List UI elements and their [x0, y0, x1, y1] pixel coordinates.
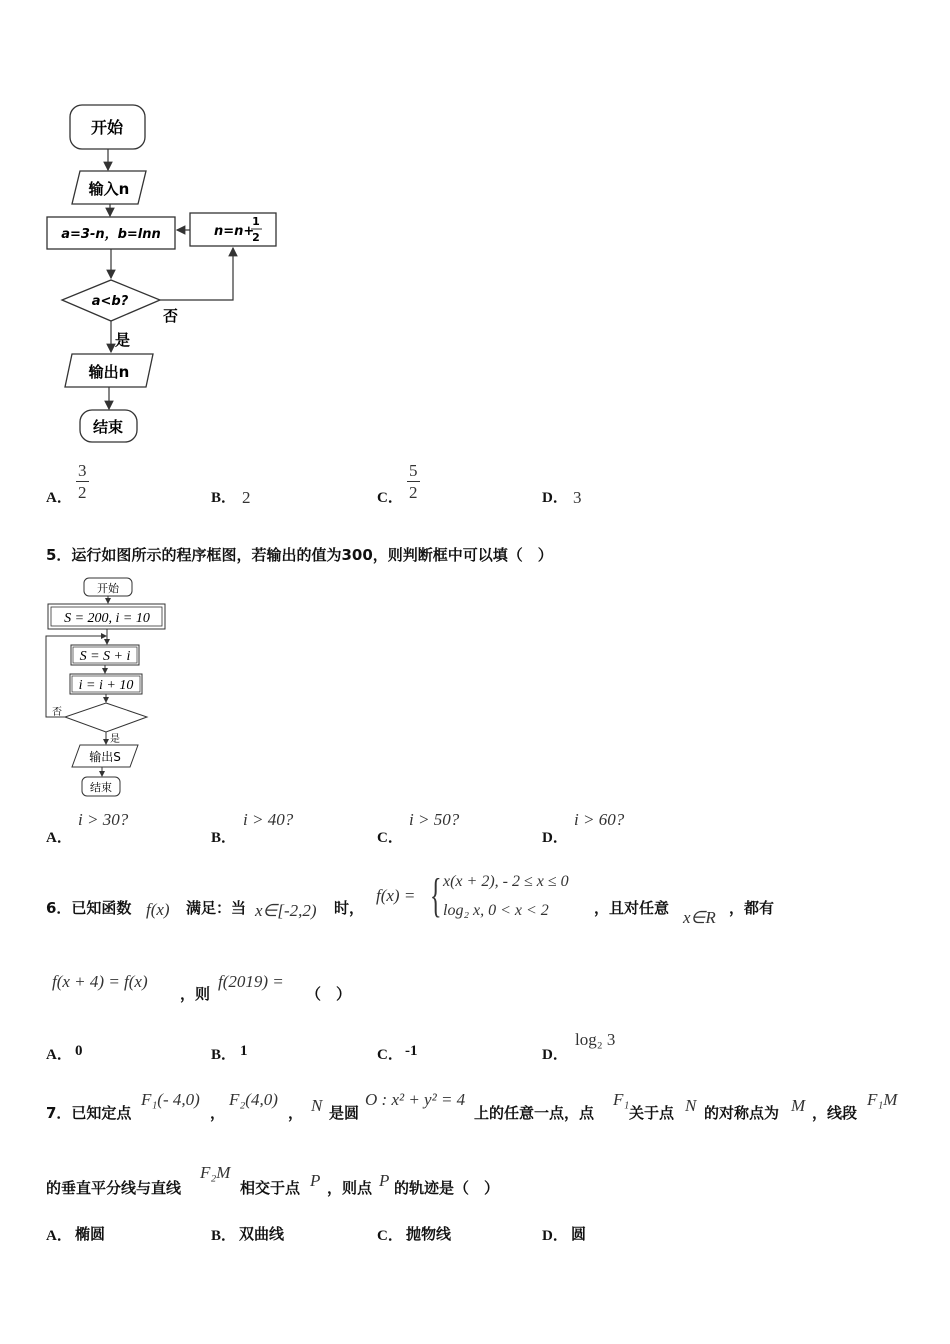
fc1-update-num: 1	[252, 215, 260, 228]
fc1-no-label: 否	[163, 307, 179, 325]
q6-xr: x∈R	[683, 908, 716, 927]
q7-part5: 的对称点为	[704, 1104, 780, 1122]
q7-option-c-label: C．	[377, 1228, 403, 1244]
q6-eq2: f(2019) =	[218, 972, 284, 991]
q6-part1: 6．已知函数	[46, 899, 132, 917]
q4-option-a-num: 3	[78, 461, 87, 480]
q4-option-b-label: B．	[211, 490, 237, 506]
fc2-end-text: 结束	[90, 781, 112, 794]
q4-option-c-num: 5	[409, 461, 418, 480]
q7-p2: P	[379, 1171, 390, 1190]
fc1-input-text: 输入n	[88, 180, 130, 198]
q6-domain: x∈[-2,2)	[255, 901, 317, 920]
q6-part5: ，都有	[729, 899, 775, 917]
fc1-update-den: 2	[252, 231, 260, 244]
q6-fx: f(x)	[146, 900, 170, 919]
q6-option-a-label: A．	[46, 1047, 72, 1063]
q6-option-c-label: C．	[377, 1047, 403, 1063]
q6-brace: {	[430, 869, 442, 922]
q7-n2: N	[685, 1096, 697, 1115]
q6-part7: （ ）	[306, 985, 352, 1003]
q7-sep1: ，	[210, 1104, 226, 1122]
q7-part8: 相交于点	[240, 1179, 301, 1197]
q7-f1: F₁(- 4,0)	[141, 1090, 200, 1109]
fc1-start-text: 开始	[90, 118, 124, 137]
q7-f1m: F₁M	[867, 1090, 898, 1109]
q5-option-b-value: i > 40?	[243, 810, 294, 829]
q6-option-a-value: 0	[75, 1043, 83, 1059]
q5-text: 5．运行如图所示的程序框图，若输出的值为300，则判断框中可以填（ ）	[46, 546, 553, 564]
q7-f2m: F₂M	[200, 1163, 231, 1182]
q5-option-d-label: D．	[542, 830, 568, 846]
fc1-assign-text: a=3-n，b=lnn	[61, 227, 161, 242]
q5-option-d-value: i > 60?	[574, 810, 625, 829]
fc1-end-text: 结束	[92, 418, 124, 436]
q6-part6: ，则	[180, 985, 211, 1003]
q7-option-b-value: 双曲线	[239, 1225, 285, 1243]
fc2-init-text: S = 200, i = 10	[64, 611, 150, 626]
fc1-update-text: n=n+	[214, 224, 255, 239]
q4-option-a-fraction	[76, 461, 89, 504]
q4-option-c-den: 2	[409, 483, 418, 502]
q7-option-b-label: B．	[211, 1228, 237, 1244]
q7-part7: 的垂直平分线与直线	[46, 1179, 182, 1197]
q7-sep2: ，	[288, 1104, 304, 1122]
q6-part4: ，且对任意	[594, 899, 670, 917]
fc2-no-label: 否	[52, 707, 62, 718]
q6-option-d-label: D．	[542, 1047, 568, 1063]
q6-case1: x(x + 2), - 2 ≤ x ≤ 0	[443, 873, 569, 890]
q7-part1: 7．已知定点	[46, 1104, 132, 1122]
q7-n: N	[311, 1096, 323, 1115]
q5-option-a-label: A．	[46, 830, 72, 846]
q7-part2: 是圆	[329, 1104, 360, 1122]
q5-option-c-label: C．	[377, 830, 403, 846]
q7-part9: ，则点	[327, 1179, 373, 1197]
q6-option-b-value: 1	[240, 1043, 248, 1059]
q7-option-c-value: 抛物线	[406, 1225, 452, 1243]
q6-part3: 时，	[334, 899, 365, 917]
q7-part10: 的轨迹是（ ）	[394, 1179, 500, 1197]
q7-option-a-label: A．	[46, 1228, 72, 1244]
q6-eq1: f(x + 4) = f(x)	[52, 972, 148, 991]
q6-option-b-label: B．	[211, 1047, 237, 1063]
fc1-output-text: 输出n	[88, 363, 130, 381]
fc1-yes-label: 是	[115, 331, 131, 349]
q7-p: P	[310, 1171, 321, 1190]
fc2-yes-label: 是	[110, 734, 120, 745]
q5-option-c-value: i > 50?	[409, 810, 460, 829]
q4-option-d-value: 3	[573, 488, 582, 507]
q7-option-d-value: 圆	[571, 1225, 587, 1243]
q7-part4: 关于点	[629, 1104, 675, 1122]
q7-f1b: F₁	[613, 1090, 630, 1109]
q4-option-a-label: A．	[46, 490, 72, 506]
q7-circle: O : x² + y² = 4	[365, 1090, 466, 1109]
q6-option-c-value: -1	[405, 1043, 418, 1059]
flowchart-1	[0, 90, 320, 460]
fc2-output-text: 输出S	[89, 750, 121, 764]
fc2-step2-text: i = i + 10	[78, 678, 134, 693]
q6-fx-def: f(x) =	[376, 886, 416, 905]
q7-option-d-label: D．	[542, 1228, 568, 1244]
q5-option-a-value: i > 30?	[78, 810, 129, 829]
q7-option-a-value: 椭圆	[75, 1225, 106, 1243]
fc1-decision-text: a<b?	[91, 294, 129, 309]
fc2-decision	[65, 703, 147, 732]
q4-option-a-den: 2	[78, 483, 87, 502]
q4-option-c-label: C．	[377, 490, 403, 506]
q6-part2: 满足：当	[186, 899, 247, 917]
fc2-step1-text: S = S + i	[79, 649, 131, 664]
fc2-start-text: 开始	[97, 582, 119, 595]
flowchart-2	[0, 572, 200, 804]
q6-option-d-value: log₂ 3	[575, 1030, 616, 1049]
q4-option-c-fraction	[407, 461, 420, 504]
q7-part6: ，线段	[812, 1104, 858, 1122]
q4-option-b-value: 2	[242, 488, 251, 507]
q7-m: M	[791, 1096, 806, 1115]
q4-option-d-label: D．	[542, 490, 568, 506]
q5-option-b-label: B．	[211, 830, 237, 846]
q6-case2: log₂ x, 0 < x < 2	[443, 902, 549, 919]
q7-f2: F₂(4,0)	[229, 1090, 278, 1109]
q7-part3: 上的任意一点，点	[474, 1104, 595, 1122]
